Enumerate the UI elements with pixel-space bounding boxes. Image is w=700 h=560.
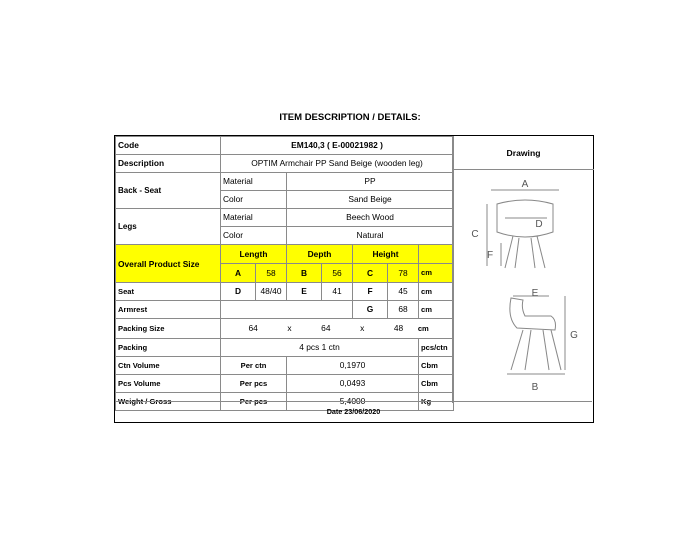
side-leg-back [551, 330, 561, 370]
front-leg-inner-left [515, 238, 519, 268]
letter-b: B [531, 382, 539, 393]
dim-d-value: 48/40 [256, 283, 287, 301]
back-seat-color-value: Sand Beige [287, 191, 454, 209]
side-view [507, 296, 565, 374]
legs-material-row [116, 209, 454, 227]
legs-material-value: Beech Wood [287, 209, 454, 227]
packing-unit: pcs/ctn [419, 339, 454, 357]
chair-drawing [453, 170, 594, 403]
packing-height: 48 [393, 323, 404, 333]
weight-unit: Kg [419, 393, 454, 411]
dim-f-key: F [353, 283, 388, 301]
armrest-row [116, 301, 454, 319]
packing-length: 64 [248, 323, 258, 333]
letter-a: A [521, 179, 529, 190]
back-seat-material-label: Material [221, 173, 287, 191]
letter-f: F [486, 250, 494, 261]
weight-label: Weight / Gross [116, 393, 221, 411]
ctn-volume-per: Per ctn [221, 357, 287, 375]
letter-e: E [531, 288, 539, 299]
ctn-volume-unit: Cbm [419, 357, 454, 375]
height-header: Height [353, 245, 419, 264]
pcs-volume-per: Per pcs [221, 375, 287, 393]
description-value: OPTIM Armchair PP Sand Beige (wooden leg) [221, 155, 454, 173]
overall-unit: cm [419, 264, 454, 283]
dim-e-key: E [287, 283, 322, 301]
code-value: EM140,3 ( E-00021982 ) [221, 137, 454, 155]
packing-size-label: Packing Size [116, 319, 221, 339]
seat-row [116, 283, 454, 301]
seat-label: Seat [116, 283, 221, 301]
side-leg-front-inner [525, 330, 531, 370]
letter-g: G [570, 330, 578, 341]
depth-header: Depth [287, 245, 353, 264]
dim-e-value: 41 [322, 283, 353, 301]
description-label: Description [116, 155, 221, 173]
dim-g-key: G [353, 301, 388, 319]
drawing-panel [452, 136, 594, 403]
letter-c: C [471, 229, 479, 240]
packing-size-value [221, 319, 454, 339]
dim-g-value: 68 [388, 301, 419, 319]
overall-size-blank [419, 245, 454, 264]
weight-value: 5,4000 [287, 393, 419, 411]
pcs-volume-row [116, 375, 454, 393]
ctn-volume-row [116, 357, 454, 375]
pcs-volume-value: 0,0493 [287, 375, 419, 393]
page-heading: ITEM DESCRIPTION / DETAILS: [279, 112, 421, 123]
armrest-blank [221, 301, 353, 319]
weight-per: Per pcs [221, 393, 287, 411]
armrest-label: Armrest [116, 301, 221, 319]
legs-material-label: Material [221, 209, 287, 227]
dim-b-value: 56 [322, 264, 353, 283]
pcs-volume-label: Pcs Volume [116, 375, 221, 393]
front-leg-right [537, 236, 545, 268]
dim-b-key: B [287, 264, 322, 283]
packing-label: Packing [116, 339, 221, 357]
overall-size-label: Overall Product Size [116, 245, 221, 283]
code-row [116, 137, 454, 155]
letter-d: D [535, 219, 543, 230]
side-leg-front [511, 330, 523, 370]
side-leg-back-inner [543, 330, 549, 370]
date-footer: Date 23/06/2020 [115, 401, 592, 422]
item-details-sheet [114, 135, 594, 423]
pcs-volume-unit: Cbm [419, 375, 454, 393]
armrest-unit: cm [419, 301, 454, 319]
packing-x-1: x [287, 323, 292, 333]
dim-a-value: 58 [256, 264, 287, 283]
description-row [116, 155, 454, 173]
legs-color-label: Color [221, 227, 287, 245]
dim-c-value: 78 [388, 264, 419, 283]
packing-x-2: x [360, 323, 365, 333]
packing-value: 4 pcs 1 ctn [221, 339, 419, 357]
back-seat-label: Back - Seat [116, 173, 221, 209]
packing-size-row [116, 319, 454, 339]
seat-unit: cm [419, 283, 454, 301]
front-view [487, 190, 559, 268]
spec-table [115, 136, 454, 411]
packing-size-unit: cm [417, 324, 429, 333]
side-shell-outline [510, 298, 556, 330]
length-header: Length [221, 245, 287, 264]
legs-color-value: Natural [287, 227, 454, 245]
dim-c-key: C [353, 264, 388, 283]
drawing-title: Drawing [453, 136, 594, 170]
ctn-volume-value: 0,1970 [287, 357, 419, 375]
ctn-volume-label: Ctn Volume [116, 357, 221, 375]
packing-width: 64 [321, 323, 331, 333]
back-seat-color-label: Color [221, 191, 287, 209]
front-leg-inner-right [531, 238, 535, 268]
dim-a-key: A [221, 264, 256, 283]
front-leg-left [505, 236, 513, 268]
dim-f-value: 45 [388, 283, 419, 301]
back-seat-material-value: PP [287, 173, 454, 191]
dim-d-key: D [221, 283, 256, 301]
back-seat-material-row [116, 173, 454, 191]
legs-label: Legs [116, 209, 221, 245]
code-label: Code [116, 137, 221, 155]
overall-size-header-row [116, 245, 454, 264]
packing-row [116, 339, 454, 357]
